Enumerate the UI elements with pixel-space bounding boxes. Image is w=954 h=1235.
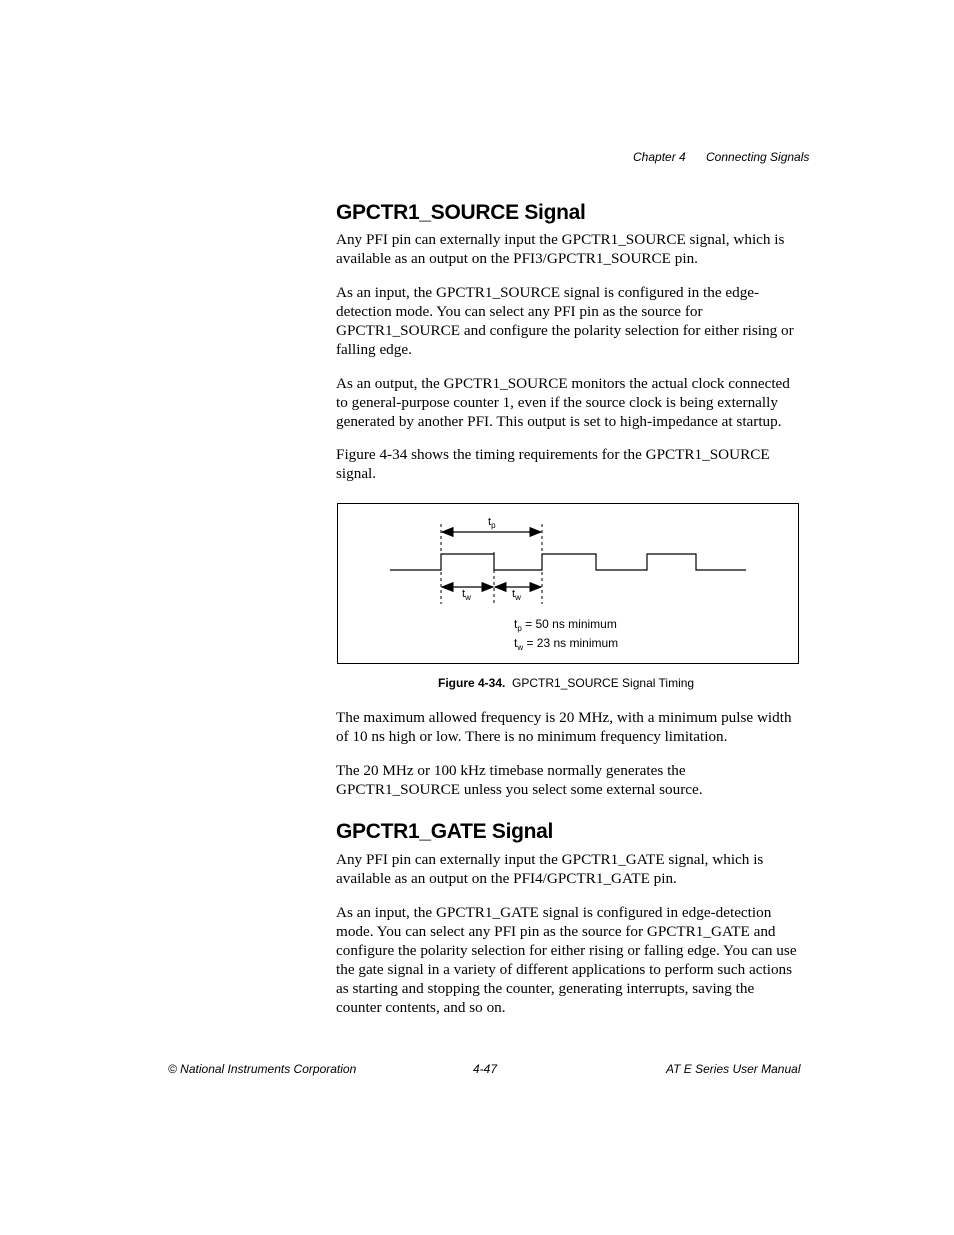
footer-copyright: © National Instruments Corporation <box>168 1062 357 1076</box>
clock-waveform <box>390 554 746 570</box>
tw-label-low: $t_w$ <box>512 588 521 602</box>
figure-caption <box>438 676 694 690</box>
running-header-chapter: Chapter 4 <box>633 150 686 164</box>
tp-definition: $t_p = 50$ ns minimum <box>514 617 617 633</box>
running-header-section: Connecting Signals <box>706 150 810 164</box>
figure-caption-number: Figure 4-34. <box>438 676 506 690</box>
tp-label: $t_p$ <box>488 516 496 530</box>
source-heading: GPCTR1_SOURCE Signal <box>336 201 586 224</box>
source-para-1: Any PFI pin can externally input the GPCTR1_SOURCE signal, which is available as an output on the PFI3/GPCTR1_SOURCE pin. <box>336 231 785 267</box>
timing-figure <box>337 503 799 664</box>
footer-manual-title: AT E Series User Manual <box>666 1062 801 1076</box>
after-figure-para-2: The 20 MHz or 100 kHz timebase normally generates the GPCTR1_SOURCE unless you select some external source. <box>336 762 703 798</box>
gate-para-1: Any PFI pin can externally input the GPCTR1_GATE signal, which is available as an output on the PFI4/GPCTR1_GATE pin. <box>336 851 764 887</box>
figure-caption-text: GPCTR1_SOURCE Signal Timing <box>512 676 695 690</box>
source-para-2: As an input, the GPCTR1_SOURCE signal is configured in the edge-detection mode. You can select any PFI pin as the source for GPCTR1_SOURCE and configure the polarity selection for either rising or falling edge. <box>336 284 794 358</box>
source-para-4: Figure 4-34 shows the timing requirements for the GPCTR1_SOURCE signal. <box>336 446 770 482</box>
tw-label-high: $t_w$ <box>462 588 471 602</box>
footer-page-number: 4-47 <box>473 1062 498 1076</box>
source-para-3: As an output, the GPCTR1_SOURCE monitors the actual clock connected to general-purpose counter 1, even if the source clock is being externally generated by another PFI. This output is set to high-impedance at startup. <box>336 375 790 430</box>
timing-diagram <box>338 504 798 663</box>
after-figure-para-1: The maximum allowed frequency is 20 MHz, with a minimum pulse width of 10 ns high or low. There is no minimum frequency limitation. <box>336 709 792 745</box>
gate-para-2: As an input, the GPCTR1_GATE signal is configured in edge-detection mode. You can select any PFI pin as the source for GPCTR1_GATE and configure the polarity selection for either rising or falling edge. You can use the gate signal in a variety of different applications to perform such actions as starting and stopping the counter, generating interrupts, saving the counter contents, and so on. <box>336 904 797 1016</box>
gate-heading: GPCTR1_GATE Signal <box>336 820 554 843</box>
tw-definition: $t_w = 23$ ns minimum <box>514 636 619 652</box>
